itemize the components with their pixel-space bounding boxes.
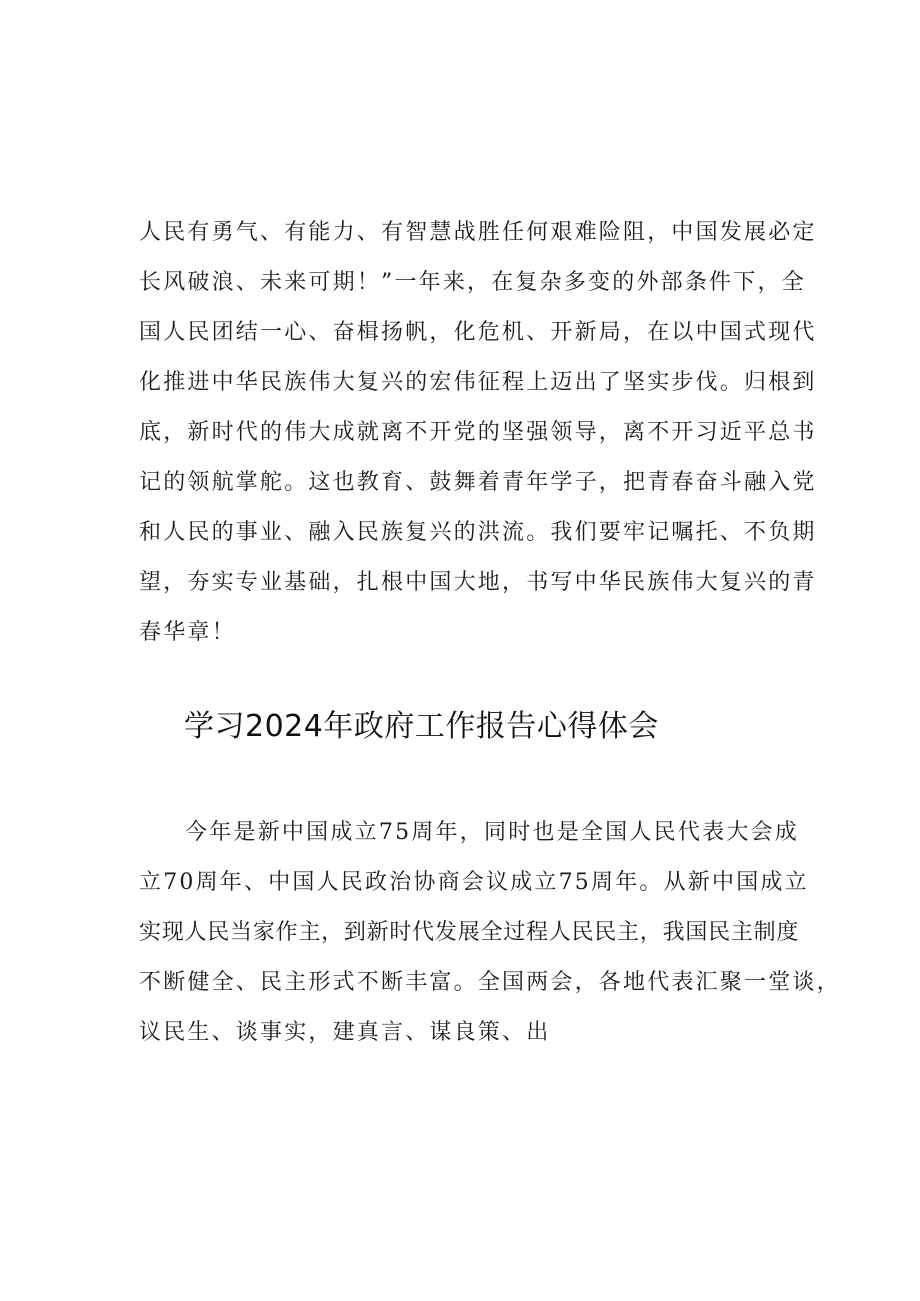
paragraph-line: 望，夯实专业基础，扎根中国大地，书写中华民族伟大复兴的青 [139,570,817,595]
paragraph-line: 记的领航掌舵。这也教育、鼓舞着青年学子，把青春奋斗融入党 [139,470,817,495]
paragraph-line: 不断健全、民主形式不断丰富。全国两会，各地代表汇聚一堂谈， [139,970,841,995]
paragraph-line: 春华章！ [139,620,236,645]
paragraph-line: 立70周年、中国人民政治协商会议成立75周年。从新中国成立 [139,870,809,895]
paragraph-line: 化推进中华民族伟大复兴的宏伟征程上迈出了坚实步伐。归根到 [139,370,817,395]
paragraph-line: 国人民团结一心、奋楫扬帆，化危机、开新局，在以中国式现代 [139,320,817,345]
paragraph-line: 长风破浪、未来可期！”一年来，在复杂多变的外部条件下，全 [139,270,806,295]
paragraph-line: 人民有勇气、有能力、有智慧战胜任何艰难险阻，中国发展必定 [139,220,817,245]
paragraph-line: 议民生、谈事实，建真言、谋良策、出 [139,1020,551,1045]
paragraph-line: 实现人民当家作主，到新时代发展全过程人民民主，我国民主制度 [139,920,799,945]
paragraph-line: 和人民的事业、融入民族复兴的洪流。我们要牢记嘱托、不负期 [139,520,817,545]
paragraph-line: 底，新时代的伟大成就离不开党的坚强领导，离不开习近平总书 [139,420,817,445]
paragraph-line-indented: 今年是新中国成立75周年，同时也是全国人民代表大会成 [185,820,799,845]
document-title: 学习2024年政府工作报告心得体会 [184,709,659,744]
